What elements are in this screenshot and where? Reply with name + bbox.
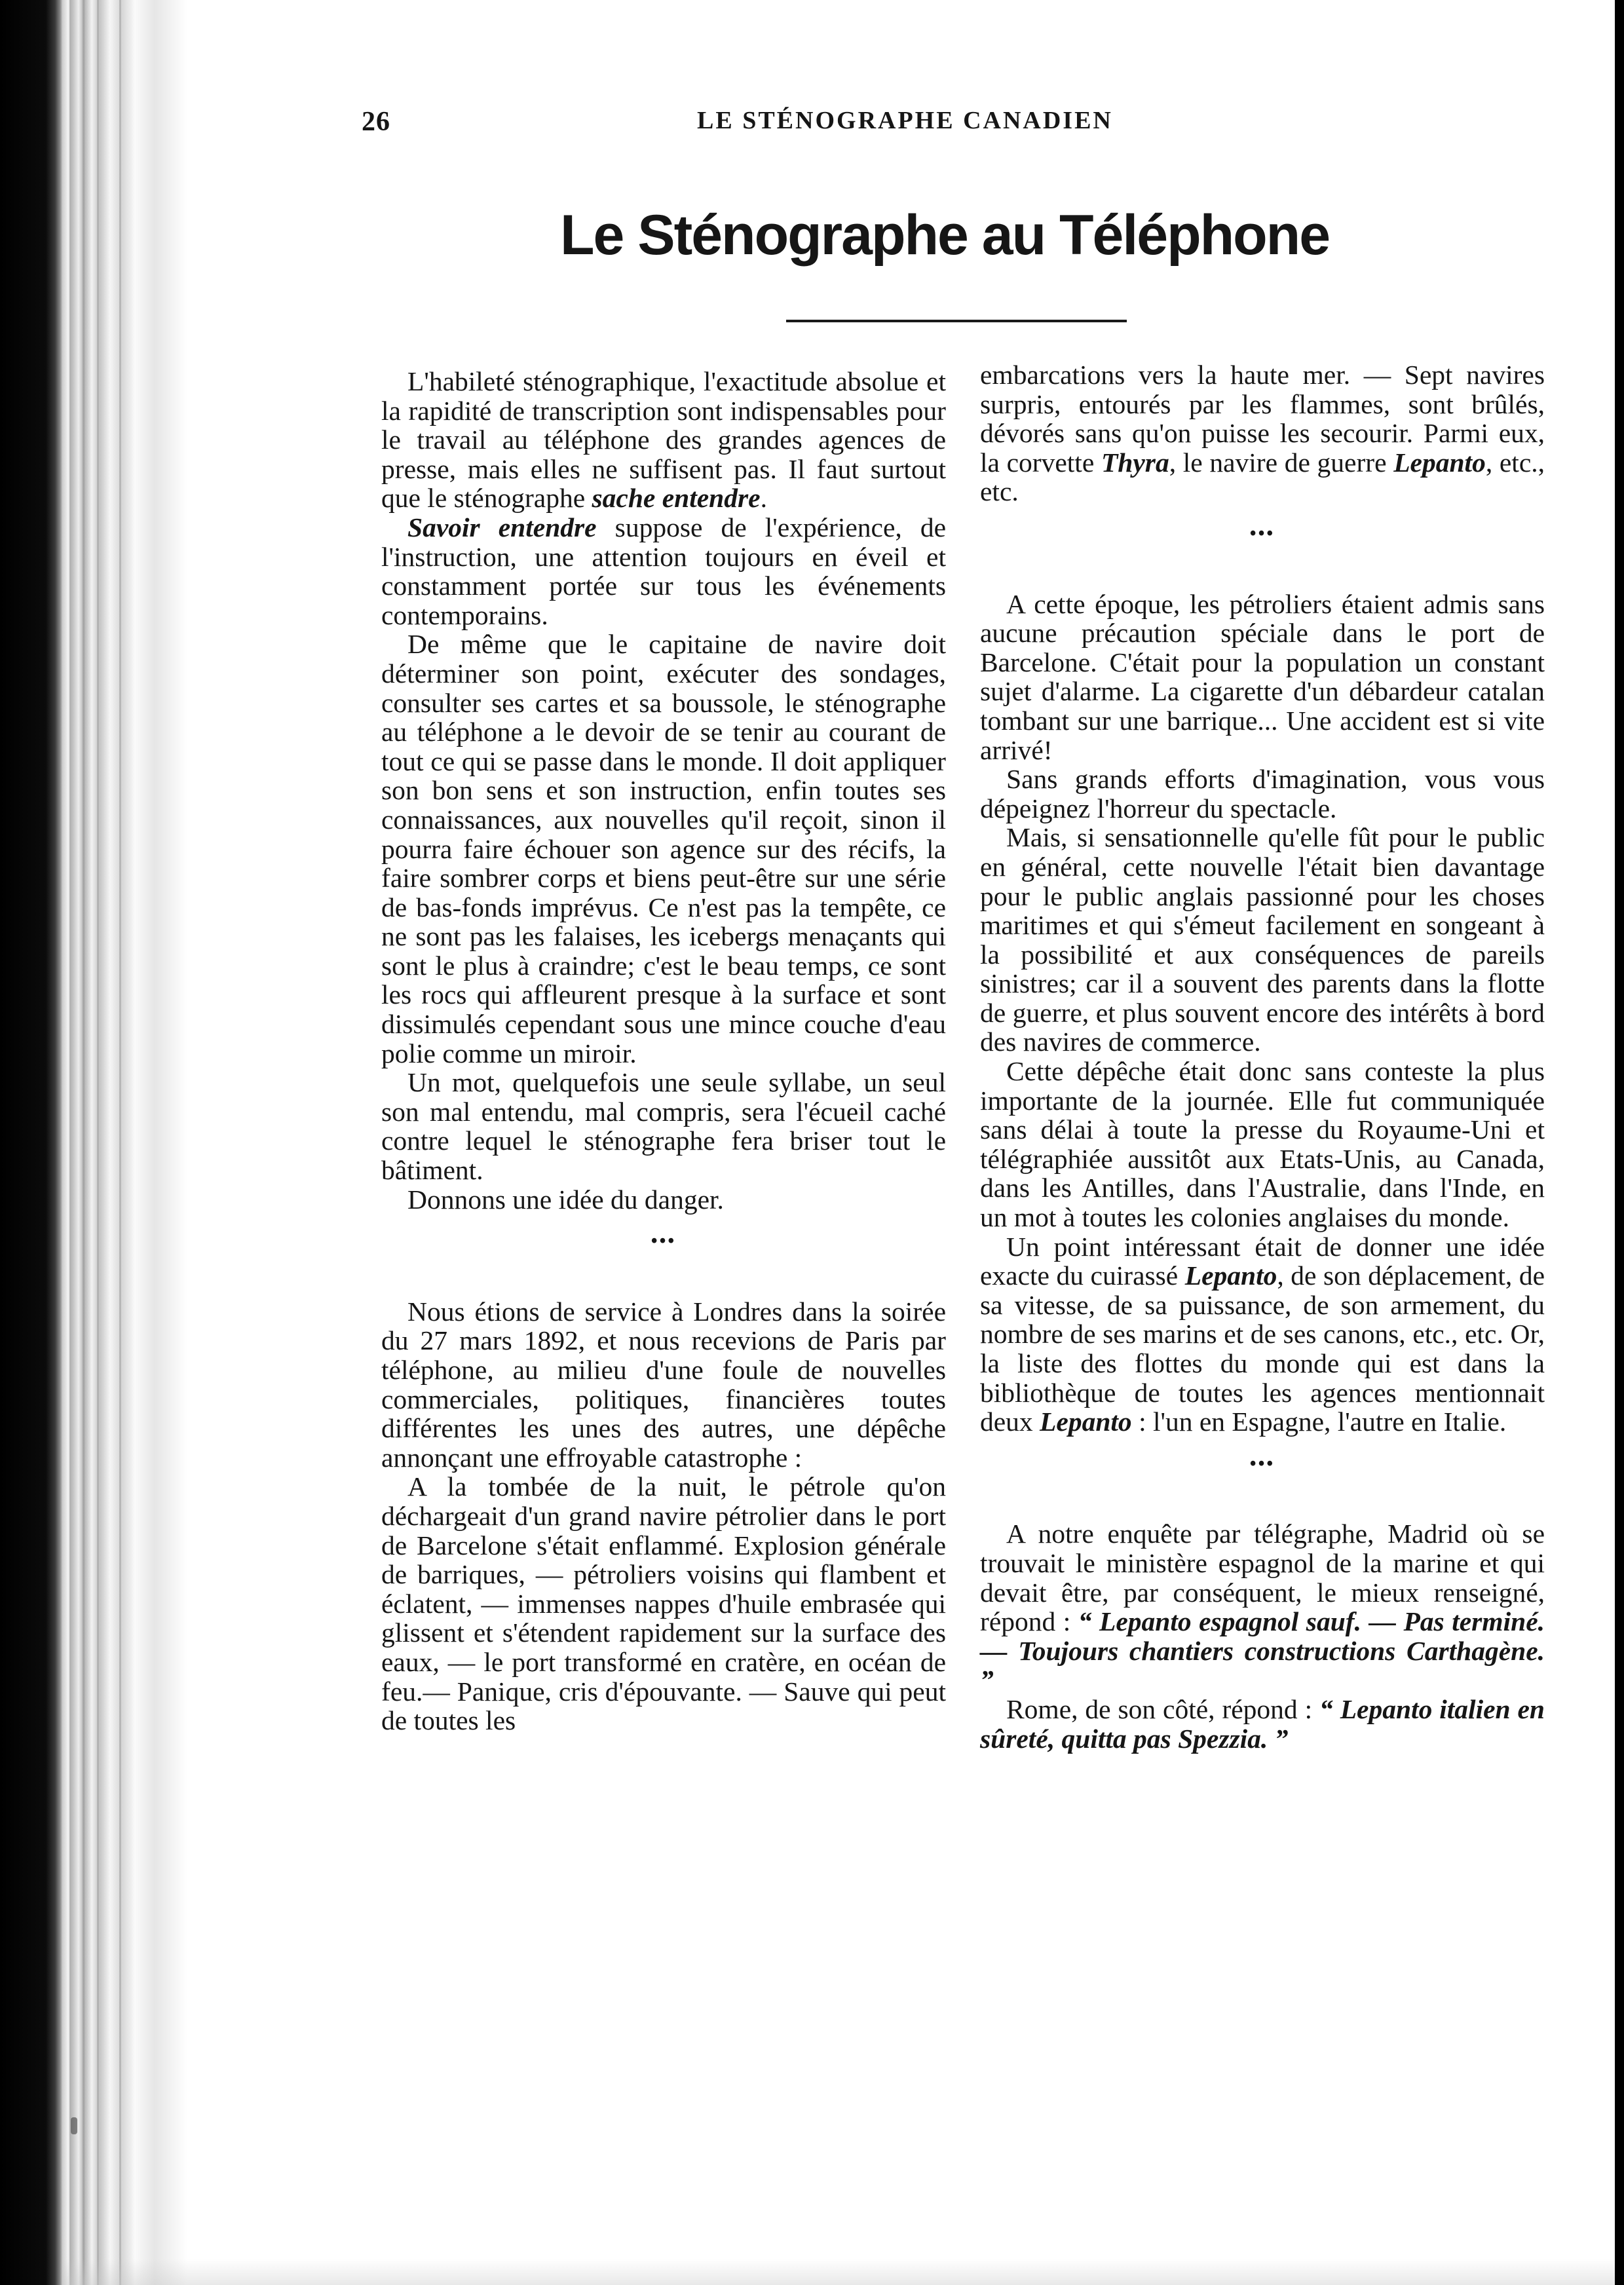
paragraph-text: L'habileté sténographique, l'exactitude absolue et la rapidité de transcription sont indispensables pour le travail au téléphone des grandes agences de presse, mais elles ne suffisent pas. Il faut surtout que le sténographe xyxy=(381,366,946,514)
paragraph-text: Un point intéressant était de donner une idée exacte du cuirassé xyxy=(980,1231,1545,1291)
scan-border xyxy=(0,0,63,2285)
emphasis-text: Thyra xyxy=(1101,447,1169,478)
paragraph-text: , etc., etc. xyxy=(980,447,1545,507)
spine-line xyxy=(69,0,71,2285)
paragraph-text: embarcations vers la haute mer. — Sept navires surpris, entourés par les flammes, sont brûlés, dévorés sans qu'on puisse les secourir. Parmi eux, la corvette xyxy=(980,360,1545,478)
paragraph xyxy=(980,1519,1545,1695)
page-spine xyxy=(63,0,187,2285)
paragraph: Mais, si sensationnelle qu'elle fût pour le public en général, cette nouvelle l'était bien davantage pour le public anglais passionné pour les choses maritimes et qui s'émeut facilement en songeant à la possibilité et aux conséquences de pareils sinistres; car il a souvent des parents dans la flotte de guerre, et plus souvent encore des intérêts à bord des navires de commerce. xyxy=(980,822,1545,1057)
section-separator: ••• xyxy=(651,1231,677,1252)
title-rule xyxy=(786,320,1127,322)
paragraph: A la tombée de la nuit, le pétrole qu'on déchargeait d'un grand navire pétrolier dans le port de Barcelone s'était enflammé. Explosion générale de barriques, — pétroliers voisins qui flambent et éclatent, — immenses nappes d'huile embrasée qui glissent et s'étendent rapidement sur la surface des eaux, — le port transformé en cratère, en océan de feu.— Panique, cris d'épouvante. — Sauve qui peut de toutes les xyxy=(381,1471,946,1736)
right-column xyxy=(980,360,1545,1753)
paragraph-text: , de son déplacement, de sa vitesse, de sa puissance, de son armement, du nombre de ses marins et de ses canons, etc., etc. Or, la liste des flottes du monde qui est dans la bibliothèque de toutes les agences mentionnait deux xyxy=(980,1260,1545,1437)
paragraph: Sans grands efforts d'imagination, vous vous dépeignez l'horreur du spectacle. xyxy=(980,764,1545,823)
emphasis-text: sache entendre xyxy=(592,483,761,514)
binding-mark xyxy=(71,2117,77,2134)
paragraph xyxy=(381,513,946,630)
paragraph: Cette dépêche était donc sans conteste la plus importante de la journée. Elle fut communiquée sans délai à toute la presse du Royaume-Uni et télégraphiée aussitôt aux Etats-Unis, au Canada, dans les Antilles, dans l'Australie, dans l'Inde, en un mot à toutes les colonies anglaises du monde. xyxy=(980,1056,1545,1233)
emphasis-text: Lepanto xyxy=(1040,1407,1132,1437)
scan-border-right xyxy=(1615,0,1624,2285)
paragraph xyxy=(381,367,946,513)
paragraph-text: : l'un en Espagne, l'autre en Italie. xyxy=(1131,1407,1507,1437)
spine-line xyxy=(83,0,85,2285)
paragraph-text: suppose de l'expérience, de l'instruction, une attention toujours en éveil et constamment portée sur tous les événements contemporains. xyxy=(381,512,947,630)
paragraph: A cette époque, les pétroliers étaient admis sans aucune précaution spéciale dans le port de Barcelone. C'était pour la population un constant sujet d'alarme. La cigarette d'un débardeur catalan tombant sur une barrique... Une accident est si vite arrivé! xyxy=(980,588,1545,765)
page-shadow xyxy=(63,2259,1615,2285)
paragraph-text: A notre enquête par télégraphe, Madrid où se trouvait le ministère espagnol de la marine et qui devait être, par conséquent, le mieux renseigné, répond : xyxy=(980,1519,1545,1637)
page-number: 26 xyxy=(362,107,390,137)
paragraph xyxy=(980,1232,1545,1437)
emphasis-text: “ Lepanto espagnol sauf. — Pas terminé. — Toujours chantiers constructions Carthagène. ” xyxy=(980,1606,1545,1695)
paragraph: Nous étions de service à Londres dans la soirée du 27 mars 1892, et nous recevions de Paris par téléphone, au milieu d'une foule de nouvelles commerciales, politiques, financières toutes différentes les unes des autres, une dépêche annonçant une effroyable catastrophe : xyxy=(381,1296,946,1473)
paragraph: Donnons une idée du danger. xyxy=(407,1184,724,1215)
paragraph: Un mot, quelquefois une seule syllabe, un seul son mal entendu, mal compris, sera l'écueil caché contre lequel le sténographe fera briser tout le bâtiment. xyxy=(381,1067,946,1186)
left-column xyxy=(381,367,946,1735)
running-header xyxy=(362,106,1200,145)
paragraph-text: , le navire de guerre xyxy=(1169,447,1394,478)
paragraph xyxy=(980,1695,1545,1753)
section-separator: ••• xyxy=(1249,1453,1275,1474)
spine-line xyxy=(119,0,121,2285)
running-title: LE STÉNOGRAPHE CANADIEN xyxy=(697,107,1113,134)
paragraph: De même que le capitaine de navire doit déterminer son point, exécuter des sondages, consulter ses cartes et sa boussole, le sténographe au téléphone a le devoir de se tenir au courant de tout ce qui se passe dans le monde. Il doit appliquer son bon sens et son instruction, enfin toutes ses connaissances, aux nouvelles qu'il reçoit, sinon il pourra faire échouer son agence sur des récifs, la faire sombrer corps et biens peut-être sur une série de bas-fonds imprévus. Ce n'est pas la tempête, ce ne sont pas les falaises, les icebergs menaçants qui sont le plus à craindre; c'est le beau temps, ce sont les rocs qui affleurent presque à la surface et sont dissimulés cependant sous une mince couche d'eau polie comme un miroir. xyxy=(381,629,946,1068)
section-separator: ••• xyxy=(1249,523,1275,544)
paragraph-text: . xyxy=(760,483,767,514)
article-title: Le Sténographe au Téléphone xyxy=(559,204,1330,267)
emphasis-text: Savoir entendre xyxy=(407,512,597,542)
spine-line xyxy=(97,0,99,2285)
emphasis-text: “ Lepanto italien en sûreté, quitta pas Spezzia. ” xyxy=(980,1693,1545,1754)
paragraph-text: Rome, de son côté, répond : xyxy=(1006,1693,1320,1724)
emphasis-text: Lepanto xyxy=(1184,1260,1277,1291)
paragraph xyxy=(980,360,1545,506)
emphasis-text: Lepanto xyxy=(1393,447,1486,478)
